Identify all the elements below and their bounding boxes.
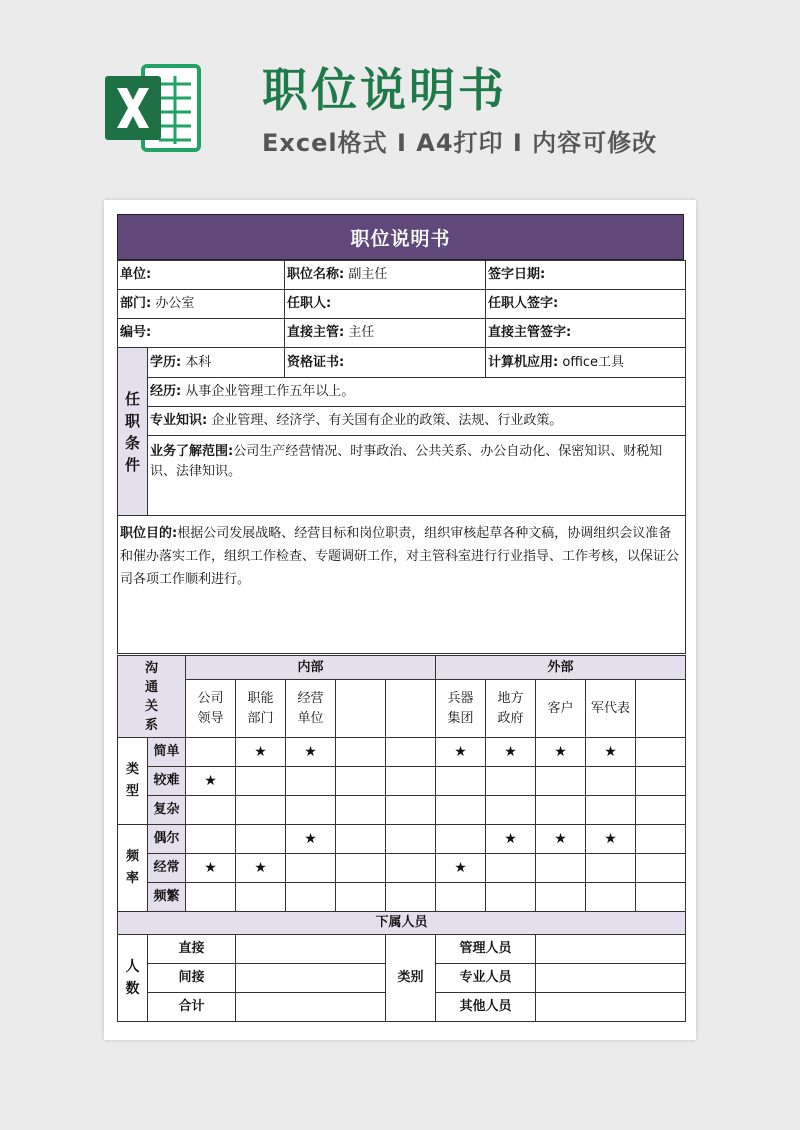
star-mark: ★ xyxy=(436,854,486,883)
empty-cell xyxy=(636,767,686,796)
empty-cell xyxy=(336,738,386,767)
conditions-side-label: 任职条件 xyxy=(118,348,148,516)
banner-subtitle: Excel格式 I A4打印 I 内容可修改 xyxy=(262,129,658,157)
empty-cell xyxy=(586,767,636,796)
row-label: 简单 xyxy=(148,738,186,767)
empty-cell xyxy=(236,825,286,854)
excel-logo-icon xyxy=(103,60,203,156)
matrix-row xyxy=(118,854,686,883)
empty-cell xyxy=(636,854,686,883)
empty-cell xyxy=(286,854,336,883)
empty-cell xyxy=(436,796,486,825)
star-mark: ★ xyxy=(486,825,536,854)
empty-cell xyxy=(586,883,636,912)
banner-title: 职位说明书 xyxy=(262,63,507,117)
code-cell: 编号: xyxy=(118,319,285,348)
direct-value xyxy=(236,935,386,964)
star-mark: ★ xyxy=(236,738,286,767)
supervisor-cell: 直接主管: 主任 xyxy=(285,319,486,348)
empty-cell xyxy=(486,796,536,825)
internal-col-0: 公司领导 xyxy=(186,680,236,738)
freq-side-label: 频率 xyxy=(118,825,148,912)
empty-cell xyxy=(336,796,386,825)
scope-cell: 业务了解范围:公司生产经营情况、时事政治、公共关系、办公自动化、保密知识、财税知识、法律知识。 xyxy=(148,436,686,516)
empty-cell xyxy=(236,767,286,796)
star-mark: ★ xyxy=(186,767,236,796)
empty-cell xyxy=(536,883,586,912)
star-mark: ★ xyxy=(286,738,336,767)
empty-cell xyxy=(386,738,436,767)
comm-side-label: 沟通关系 xyxy=(118,656,186,738)
empty-cell xyxy=(186,796,236,825)
sign-date-cell: 签字日期: xyxy=(486,261,686,290)
empty-cell xyxy=(486,767,536,796)
empty-cell xyxy=(486,883,536,912)
star-mark: ★ xyxy=(586,738,636,767)
matrix-row xyxy=(118,767,686,796)
empty-cell xyxy=(536,767,586,796)
freq-rows xyxy=(118,825,686,912)
empty-cell xyxy=(336,854,386,883)
other-value xyxy=(536,993,686,1022)
empty-cell xyxy=(236,796,286,825)
internal-col-3 xyxy=(336,680,386,738)
star-mark: ★ xyxy=(536,738,586,767)
empty-cell xyxy=(236,883,286,912)
empty-cell xyxy=(336,825,386,854)
education-cell: 学历: 本科 xyxy=(148,348,285,378)
external-col-2: 客户 xyxy=(536,680,586,738)
empty-cell xyxy=(336,883,386,912)
star-mark: ★ xyxy=(186,854,236,883)
empty-cell xyxy=(286,796,336,825)
type-rows xyxy=(118,738,686,825)
external-col-1: 地方政府 xyxy=(486,680,536,738)
empty-cell xyxy=(286,767,336,796)
type-side-label: 类型 xyxy=(118,738,148,825)
knowledge-cell: 专业知识: 企业管理、经济学、有关国有企业的政策、法规、行业政策。 xyxy=(148,407,686,436)
empty-cell xyxy=(586,796,636,825)
internal-col-4 xyxy=(386,680,436,738)
total-value xyxy=(236,993,386,1022)
row-label: 经常 xyxy=(148,854,186,883)
empty-cell xyxy=(386,825,436,854)
star-mark: ★ xyxy=(536,825,586,854)
empty-cell xyxy=(386,854,436,883)
matrix-row xyxy=(118,825,686,854)
dept-cell: 部门: 办公室 xyxy=(118,290,285,319)
empty-cell xyxy=(636,825,686,854)
communication-table xyxy=(117,655,686,1022)
staff-header: 下属人员 xyxy=(118,912,686,935)
direct-label: 直接 xyxy=(148,935,236,964)
mgmt-label: 管理人员 xyxy=(436,935,536,964)
empty-cell xyxy=(586,854,636,883)
indirect-label: 间接 xyxy=(148,964,236,993)
empty-cell xyxy=(436,883,486,912)
prof-value xyxy=(536,964,686,993)
empty-cell xyxy=(436,825,486,854)
external-col-0: 兵器集团 xyxy=(436,680,486,738)
computer-cell: 计算机应用: office工具 xyxy=(486,348,686,378)
external-col-3: 军代表 xyxy=(586,680,636,738)
empty-cell xyxy=(286,883,336,912)
holder-sign-cell: 任职人签字: xyxy=(486,290,686,319)
unit-cell: 单位: xyxy=(118,261,285,290)
star-mark: ★ xyxy=(236,854,286,883)
empty-cell xyxy=(486,854,536,883)
position-cell: 职位名称: 副主任 xyxy=(285,261,486,290)
external-col-4 xyxy=(636,680,686,738)
row-label: 频繁 xyxy=(148,883,186,912)
mgmt-value xyxy=(536,935,686,964)
empty-cell xyxy=(436,767,486,796)
empty-cell xyxy=(386,796,436,825)
internal-col-2: 经营单位 xyxy=(286,680,336,738)
holder-cell: 任职人: xyxy=(285,290,486,319)
empty-cell xyxy=(186,883,236,912)
purpose-cell: 职位目的:根据公司发展战略、经营目标和岗位职责，组织审核起草各种文稿，协调组织会议准备和催办落实工作，组织工作检查、专题调研工作，对主管科室进行行业指导、工作考核，以保证公司各项工作顺利进行。 xyxy=(118,516,686,654)
external-header: 外部 xyxy=(436,656,686,680)
row-label: 复杂 xyxy=(148,796,186,825)
internal-col-1: 职能部门 xyxy=(236,680,286,738)
internal-header: 内部 xyxy=(186,656,436,680)
prof-label: 专业人员 xyxy=(436,964,536,993)
matrix-row xyxy=(118,738,686,767)
empty-cell xyxy=(536,854,586,883)
star-mark: ★ xyxy=(436,738,486,767)
empty-cell xyxy=(636,796,686,825)
matrix-row xyxy=(118,883,686,912)
category-label: 类别 xyxy=(386,935,436,1022)
empty-cell xyxy=(386,883,436,912)
row-label: 偶尔 xyxy=(148,825,186,854)
info-table xyxy=(117,260,686,654)
star-mark: ★ xyxy=(486,738,536,767)
other-label: 其他人员 xyxy=(436,993,536,1022)
empty-cell xyxy=(186,738,236,767)
empty-cell xyxy=(386,767,436,796)
indirect-value xyxy=(236,964,386,993)
empty-cell xyxy=(536,796,586,825)
document-title: 职位说明书 xyxy=(117,214,684,260)
matrix-row xyxy=(118,796,686,825)
star-mark: ★ xyxy=(586,825,636,854)
experience-cell: 经历: 从事企业管理工作五年以上。 xyxy=(148,378,686,407)
staff-side-label: 人数 xyxy=(118,935,148,1022)
total-label: 合计 xyxy=(148,993,236,1022)
empty-cell xyxy=(186,825,236,854)
empty-cell xyxy=(336,767,386,796)
cert-cell: 资格证书: xyxy=(285,348,486,378)
supervisor-sign-cell: 直接主管签字: xyxy=(486,319,686,348)
row-label: 较难 xyxy=(148,767,186,796)
star-mark: ★ xyxy=(286,825,336,854)
empty-cell xyxy=(636,883,686,912)
empty-cell xyxy=(636,738,686,767)
